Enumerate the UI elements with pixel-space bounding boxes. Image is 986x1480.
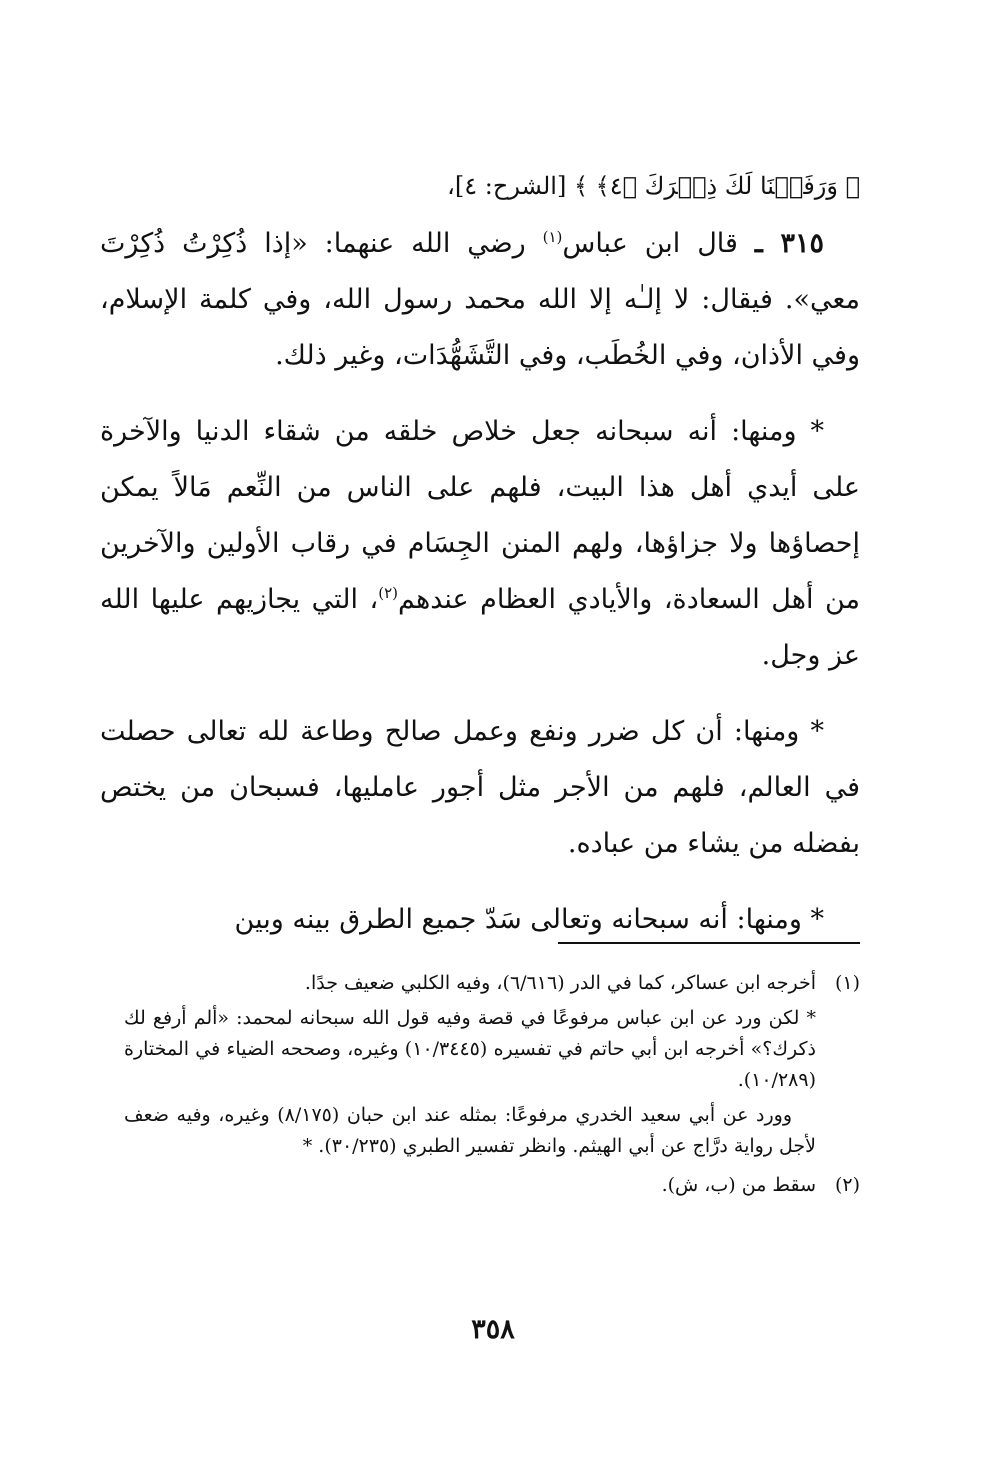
- footnotes: [124, 968, 860, 1209]
- footnote-number: (١): [834, 972, 860, 994]
- footnote-text: أخرجه ابن عساكر، كما في الدر (٦/٦١٦)، وفيه الكلبي ضعيف جدًا.: [304, 972, 816, 994]
- paragraph-315: [100, 216, 860, 384]
- footnote-text: وورد عن أبي سعيد الخدري مرفوعًا: بمثله عند ابن حبان (٨/١٧٥) وغيره، وفيه ضعف لأجل رواية درَّاج عن أبي الهيثم. وانظر تفسير الطبري (٣٠/٢٣٥). *: [124, 1104, 816, 1157]
- paragraph-third: * ومنها: أن كل ضرر ونفع وعمل صالح وطاعة لله تعالى حصلت في العالم، فلهم من الأجر مثل أجور عامليها، فسبحان من يختص بفضله من يشاء من عباده.: [100, 716, 860, 859]
- paragraph-fourth: * ومنها: أنه سبحانه وتعالى سَدّ جميع الطرق بينه وبين: [234, 904, 824, 935]
- paragraph-second: [100, 404, 860, 684]
- paragraph-text: قال ابن عباس: [562, 228, 755, 259]
- paragraph-text: ، التي يجازيهم عليها الله عز وجل.: [100, 584, 860, 671]
- footnote-ref-2[interactable]: (٢): [378, 584, 399, 602]
- footnote-ref-1[interactable]: (١): [542, 228, 563, 246]
- paragraph-text: رضي الله عنهما: «إذا ذُكِرْتُ ذُكِرْتَ معي». فيقال: لا إلـٰه إلا الله محمد رسول الله، وفي كلمة الإسلام، وفي الأذان، وفي الخُطَب، وفي التَّشَهُّدَات، وغير ذلك.: [100, 228, 860, 371]
- footnote-text: سقط من (ب، ش).: [661, 1174, 816, 1196]
- footnote-text: * لكن ورد عن ابن عباس مرفوعًا في قصة وفيه قول الله سبحانه لمحمد: «ألم أرفع لك ذكرك؟» أخرجه ابن أبي حاتم في تفسيره (١٠/٣٤٤٥) وغيره، وصححه الضياء في المختارة (١٠/٢٨٩).: [124, 1007, 816, 1091]
- paragraph-text: * ومنها: أنه سبحانه جعل خلاص خلقه من شقاء الدنيا والآخرة على أيدي أهل هذا البيت، فلهم على الناس من النِّعم مَالاً يمكن إحصاؤها ولا جزاؤها، ولهم المنن الجِسَام في رقاب الأولين والآخرين من أهل السعادة، والأيادي العظام عندهم: [100, 416, 860, 615]
- footnote-divider: [558, 942, 860, 944]
- quran-verse: ﴿ وَرَفَعۡنَا لَكَ ذِكۡرَكَ ﴿٤﴾ ﴾ [الشرح: ٤]،: [447, 172, 860, 200]
- footnote-2: [124, 1170, 860, 1205]
- main-text: [100, 166, 860, 968]
- footnote-number: (٢): [834, 1174, 860, 1196]
- footnote-1: [124, 968, 860, 1166]
- page-number: ٣٥٨: [471, 1314, 515, 1345]
- paragraph-number: ٣١٥ ـ: [754, 228, 824, 259]
